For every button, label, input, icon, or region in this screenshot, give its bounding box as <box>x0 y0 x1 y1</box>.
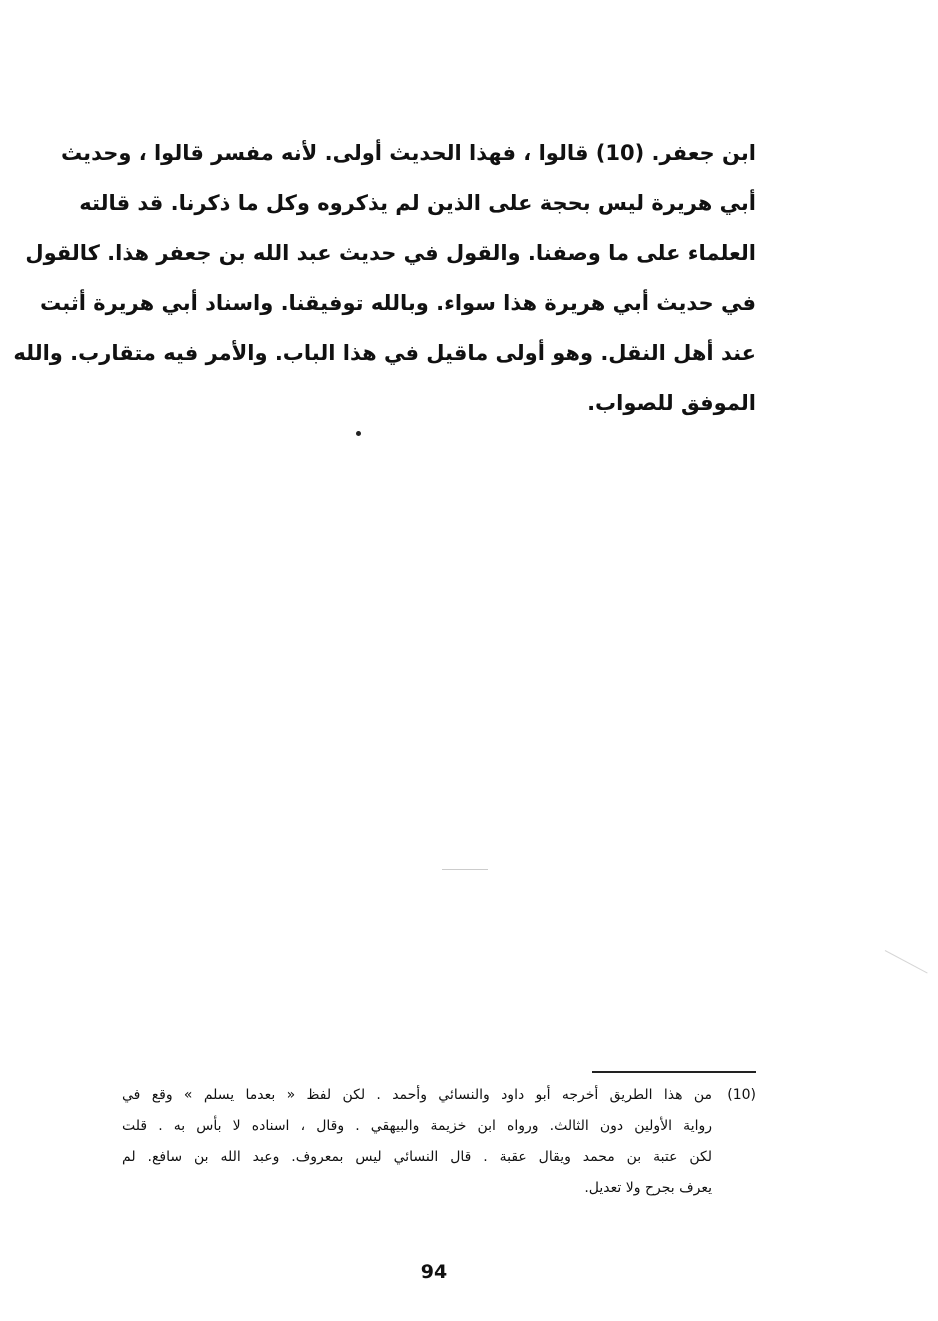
footnote-body <box>122 1080 712 1204</box>
stray-dot-mark <box>356 431 361 436</box>
footnote-number: (10) <box>727 1087 756 1103</box>
main-text-line: ابن جعفر. (10) قالوا ، فهذا الحديث أولى. لأنه مفسر قالوا ، وحديث <box>60 141 756 165</box>
footnote-line: رواية الأولين دون الثالث. ورواه ابن خزيمة والبيهقي . وقال ، اسناده لا بأس به . قلت <box>122 1118 712 1134</box>
main-text-line: العلماء على ما وصفنا. والقول في حديث عبد الله بن جعفر هذا. كالقول <box>25 241 756 265</box>
faint-scan-mark <box>442 869 488 870</box>
page-number: 94 <box>420 1261 448 1283</box>
footnote-line: من هذا الطريق أخرجه أبو داود والنسائي وأحمد . لكن لفظ « بعدما يسلم » وقع في <box>122 1087 712 1103</box>
faint-corner-mark <box>885 950 928 973</box>
footnote-separator-rule <box>592 1071 756 1073</box>
footnote-line: يعرف بجرح ولا تعديل. <box>584 1180 712 1196</box>
footnote-line: لكن عتبة بن محمد ويقال عقبة . قال النسائي ليس بمعروف. وعبد الله بن سافع. لم <box>122 1149 712 1165</box>
main-text-block <box>13 128 756 428</box>
main-text-line: أبي هريرة ليس بحجة على الذين لم يذكروه وكل ما ذكرنا. قد قالته <box>79 191 756 215</box>
footnote-block <box>122 1080 756 1204</box>
main-text-line: في حديث أبي هريرة هذا سواء. وبالله توفيقنا. واسناد أبي هريرة أثبت <box>40 291 756 315</box>
main-text-line: الموفق للصواب. <box>587 391 756 415</box>
main-text-line: عند أهل النقل. وهو أولى ماقيل في هذا الباب. والأمر فيه متقارب. والله <box>13 341 756 365</box>
